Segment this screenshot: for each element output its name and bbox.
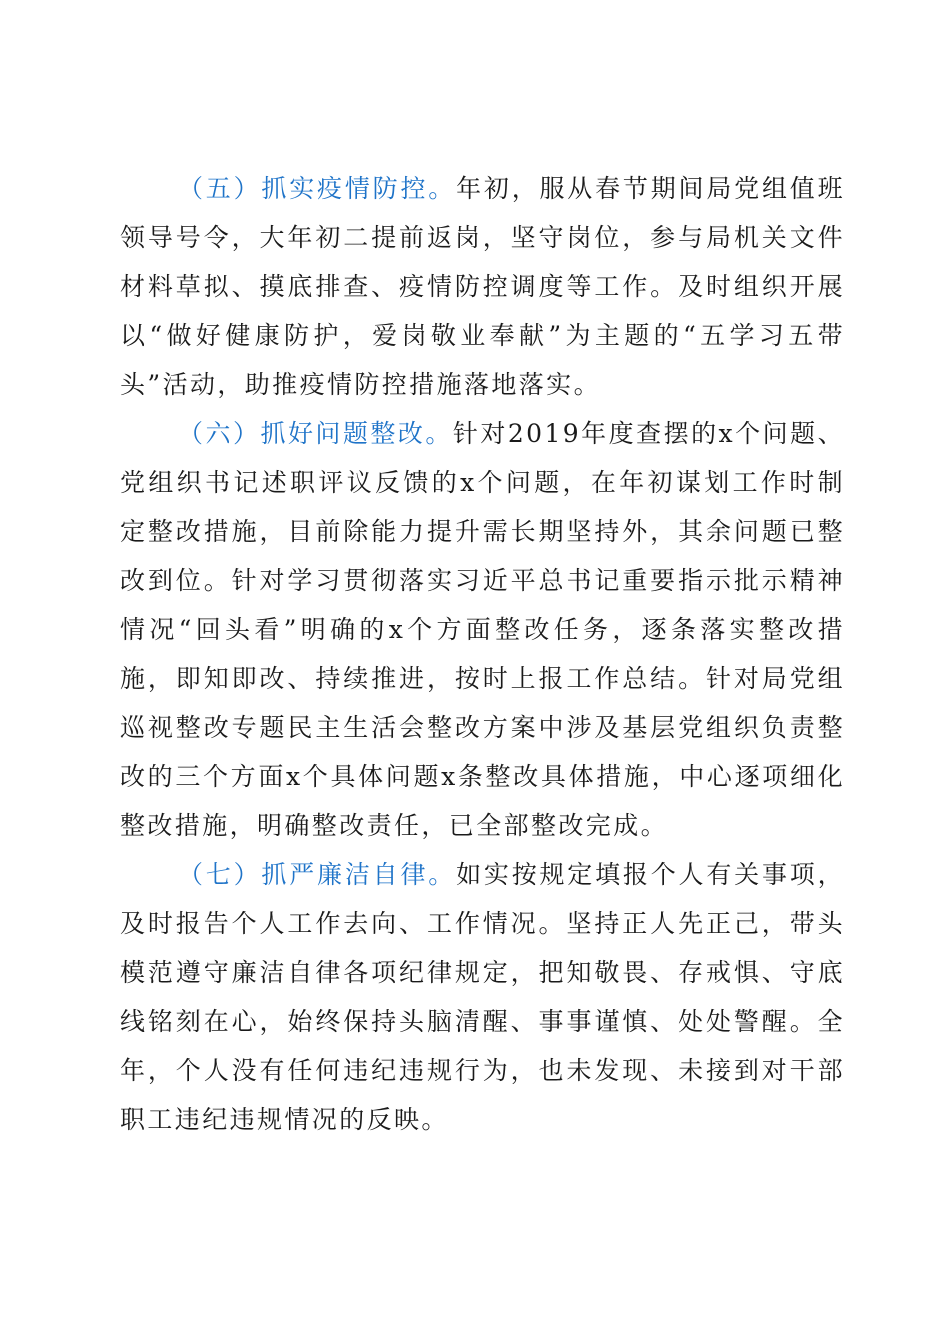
section-six [120,409,845,850]
section-five-body: 年初，服从春节期间局党组值班领导号令，大年初二提前返岗，坚守岗位，参与局机关文件材料草拟、摸底排查、疫情防控调度等工作。及时组织开展以“做好健康防护，爱岗敬业奉献”为主题的“五学习五带头”活动，助推疫情防控措施落地落实。 [120,174,845,399]
section-seven-body: 如实按规定填报个人有关事项，及时报告个人工作去向、工作情况。坚持正人先正己，带头模范遵守廉洁自律各项纪律规定，把知敬畏、存戒惧、守底线铭刻在心，始终保持头脑清醒、事事谨慎、处处警醒。全年，个人没有任何违纪违规行为，也未发现、未接到对干部职工违纪违规情况的反映。 [120,860,845,1134]
section-six-body: 针对2019年度查摆的x个问题、党组织书记述职评议反馈的x个问题，在年初谋划工作时制定整改措施，目前除能力提升需长期坚持外，其余问题已整改到位。针对学习贯彻落实习近平总书记重要指示批示精神情况“回头看”明确的x个方面整改任务，逐条落实整改措施，即知即改、持续推进，按时上报工作总结。针对局党组巡视整改专题民主生活会整改方案中涉及基层党组织负责整改的三个方面x个具体问题x条整改具体措施，中心逐项细化整改措施，明确整改责任，已全部整改完成。 [120,419,845,840]
document-body [120,164,845,1144]
section-five-heading: （五）抓实疫情防控。 [178,174,457,203]
section-five [120,164,845,409]
section-seven [120,850,845,1144]
section-six-heading: （六）抓好问题整改。 [178,419,453,448]
section-seven-heading: （七）抓严廉洁自律。 [178,860,457,889]
